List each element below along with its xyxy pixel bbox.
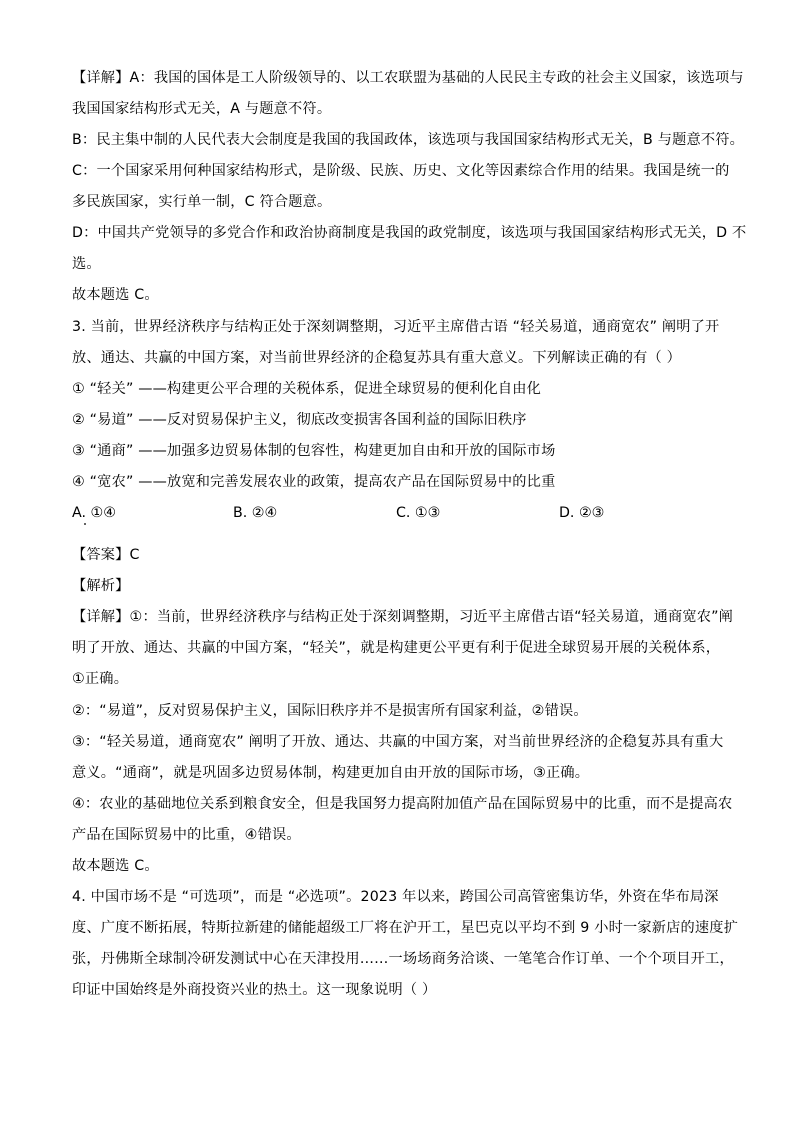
q3-option-b: B. ②④ (233, 505, 278, 521)
q4-stem-line-3: 张，丹佛斯全球制冷研发测试中心在天津投用……一场场商务洽谈、一笔笔合作订单、一个个项目开工， (72, 951, 734, 967)
q3-detail-line-6: 意义。“通商”，就是巩固多边贸易体制，构建更加自由开放的国际市场，③正确。 (72, 765, 590, 781)
q3-conclusion: 故本题选 C。 (72, 858, 159, 874)
q3-detail-line-2: 明了开放、通达、共赢的中国方案，“轻关”，就是构建更公平更有利于促进全球贸易开展的关税体系， (72, 640, 721, 656)
q4-stem-line-1: 4. 中国市场不是 “可选项”，而是 “必选项”。2023 年以来，跨国公司高管密集访华，外资在华布局深 (72, 889, 719, 905)
q3-answer: 【答案】C (72, 547, 140, 563)
q2-conclusion: 故本题选 C。 (72, 287, 159, 303)
q3-stem-line-2: 放、通达、共赢的中国方案，对当前世界经济的企稳复苏具有重大意义。下列解读正确的有（ ） (72, 350, 681, 366)
q3-statement-2: ② “易道” ——反对贸易保护主义，彻底改变损害各国利益的国际旧秩序 (72, 412, 527, 428)
q2-detail-line-5: 多民族国家，实行单一制，C 符合题意。 (72, 194, 332, 210)
q2-detail-line-4: C：一个国家采用何种国家结构形式，是阶级、民族、历史、文化等因素综合作用的结果。我国是统一的 (72, 163, 730, 179)
q3-analysis-heading: 【解析】 (72, 578, 130, 594)
q4-stem-line-4: 印证中国始终是外商投资兴业的热土。这一现象说明（ ） (72, 982, 437, 998)
q3-detail-line-8: 产品在国际贸易中的比重，④错误。 (72, 827, 301, 843)
q2-detail-line-2: 我国国家结构形式无关，A 与题意不符。 (72, 101, 332, 117)
q3-statement-4: ④ “宽农” ——放宽和完善发展农业的政策，提高农产品在国际贸易中的比重 (72, 474, 556, 490)
q3-detail-line-3: ①正确。 (72, 671, 129, 687)
q3-statement-1: ① “轻关” ——构建更公平合理的关税体系，促进全球贸易的便利化自由化 (72, 381, 542, 397)
q3-stem-line-1: 3. 当前，世界经济秩序与结构正处于深刻调整期，习近平主席借古语 “轻关易道，通商宽农” 阐明了开 (72, 319, 720, 335)
q3-option-a: A. ①④ (72, 505, 116, 521)
scan-dot (84, 523, 86, 525)
q3-detail-line-7: ④：农业的基础地位关系到粮食安全，但是我国努力提高附加值产品在国际贸易中的比重，而不是提高农 (72, 796, 733, 812)
q2-detail-line-3: B：民主集中制的人民代表大会制度是我国的我国政体，该选项与我国国家结构形式无关，B 与题意不符。 (72, 132, 745, 148)
q2-detail-line-6: D：中国共产党领导的多党合作和政治协商制度是我国的政党制度，该选项与我国国家结构形式无关，D 不 (72, 225, 747, 241)
q2-detail-line-7: 选。 (72, 256, 101, 272)
q3-statement-3: ③ “通商” ——加强多边贸易体制的包容性，构建更加自由和开放的国际市场 (72, 443, 556, 459)
q4-stem-line-2: 度、广度不断拓展，特斯拉新建的储能超级工厂将在沪开工，星巴克以平均不到 9 小时一家新店的速度扩 (72, 920, 739, 936)
q3-detail-line-1: 【详解】①：当前，世界经济秩序与结构正处于深刻调整期，习近平主席借古语“轻关易道，通商宽农”阐 (72, 609, 734, 625)
q3-option-d: D. ②③ (559, 505, 605, 521)
q3-detail-line-4: ②：“易道”，反对贸易保护主义，国际旧秩序并不是损害所有国家利益，②错误。 (72, 703, 588, 719)
q2-detail-line-1: 【详解】A：我国的国体是工人阶级领导的、以工农联盟为基础的人民民主专政的社会主义国家，该选项与 (72, 70, 744, 86)
q3-option-c: C. ①③ (396, 505, 441, 521)
q3-detail-line-5: ③：“轻关易道，通商宽农” 阐明了开放、通达、共赢的中国方案，对当前世界经济的企稳复苏具有重大 (72, 734, 724, 750)
